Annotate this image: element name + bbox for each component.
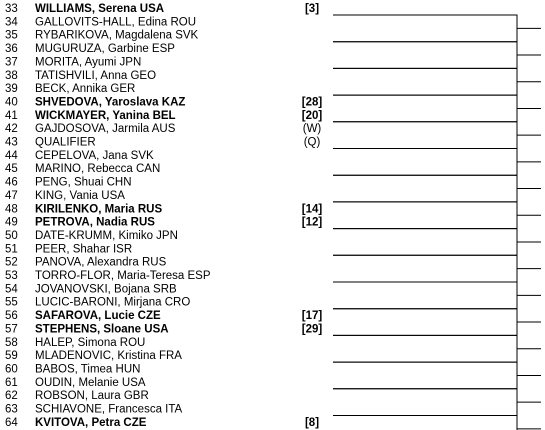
player-name: HALEP, Simona ROU — [35, 336, 146, 349]
player-name: GALLOVITS-HALL, Edina ROU — [35, 16, 197, 29]
draw-position-number: 35 — [5, 29, 18, 42]
player-name: MUGURUZA, Garbine ESP — [35, 43, 175, 56]
draw-position-number: 63 — [5, 403, 18, 416]
draw-position-number: 53 — [5, 270, 18, 282]
draw-position-number: 50 — [5, 229, 18, 242]
seed-entry-tag: (Q) — [303, 136, 321, 149]
draw-position-number: 40 — [5, 96, 18, 109]
player-name: PENG, Shuai CHN — [35, 176, 132, 189]
player-name: JOVANOVSKI, Bojana SRB — [35, 283, 177, 296]
draw-position-number: 42 — [5, 123, 18, 136]
draw-position-number: 48 — [5, 203, 18, 216]
bracket-match-line — [333, 335, 517, 362]
player-name: QUALIFIER — [35, 136, 96, 149]
player-name: KIRILENKO, Maria RUS — [35, 203, 163, 216]
bracket-match-line — [333, 282, 517, 309]
bracket-match-line — [333, 122, 517, 149]
bracket-match-line — [333, 15, 517, 42]
player-name: BECK, Annika GER — [35, 83, 136, 96]
player-name: SCHIAVONE, Francesca ITA — [35, 403, 183, 416]
draw-position-number: 46 — [5, 176, 18, 189]
seed-entry-tag: [12] — [301, 216, 323, 229]
bracket-match-line — [333, 255, 517, 282]
player-name: MLADENOVIC, Kristina FRA — [35, 350, 182, 363]
bracket-match-line — [333, 42, 517, 69]
draw-position-number: 58 — [5, 336, 18, 349]
player-name: PETROVA, Nadia RUS — [35, 216, 155, 229]
player-name: KVITOVA, Petra CZE — [35, 416, 147, 429]
draw-position-number: 38 — [5, 69, 18, 82]
draw-position-number: 34 — [5, 16, 18, 29]
seed-entry-tag: [20] — [301, 109, 323, 122]
player-name: LUCIC-BARONI, Mirjana CRO — [35, 296, 191, 309]
seed-entry-tag: (W) — [302, 123, 322, 136]
draw-position-number: 33 — [5, 3, 18, 15]
draw-position-number: 43 — [5, 136, 18, 149]
player-name: TORRO-FLOR, Maria-Teresa ESP — [35, 270, 211, 282]
bracket-match-line — [333, 309, 517, 336]
draw-position-number: 55 — [5, 296, 18, 309]
bracket-match-line — [333, 95, 517, 122]
seed-entry-tag: [3] — [304, 3, 320, 15]
draw-position-number: 37 — [5, 56, 18, 69]
draw-position-number: 57 — [5, 323, 18, 336]
bracket-match-line — [333, 416, 517, 430]
draw-position-number: 59 — [5, 350, 18, 363]
player-name: STEPHENS, Sloane USA — [35, 323, 169, 336]
draw-position-number: 49 — [5, 216, 18, 229]
seed-entry-tag: [28] — [301, 96, 323, 109]
draw-position-number: 64 — [5, 416, 18, 429]
bracket-match-line — [333, 229, 517, 256]
player-name: OUDIN, Melanie USA — [35, 376, 146, 389]
draw-position-number: 60 — [5, 363, 18, 376]
player-name: SAFAROVA, Lucie CZE — [35, 310, 161, 323]
player-name: CEPELOVA, Jana SVK — [35, 149, 154, 162]
draw-position-number: 47 — [5, 189, 18, 202]
player-name: DATE-KRUMM, Kimiko JPN — [35, 229, 178, 242]
seed-entry-tag: [14] — [301, 203, 323, 216]
player-name: MORITA, Ayumi JPN — [35, 56, 142, 69]
draw-position-number: 41 — [5, 109, 18, 122]
player-name: PANOVA, Alexandra RUS — [35, 256, 167, 269]
bracket-match-line — [333, 389, 517, 416]
draw-position-number: 39 — [5, 83, 18, 96]
seed-entry-tag: [29] — [301, 323, 323, 336]
seed-entry-tag: [17] — [301, 310, 323, 323]
draw-position-number: 45 — [5, 163, 18, 176]
player-name: WILLIAMS, Serena USA — [35, 3, 165, 15]
player-name: PEER, Shahar ISR — [35, 243, 133, 256]
draw-position-number: 56 — [5, 310, 18, 323]
bracket-match-line — [333, 149, 517, 176]
player-name: KING, Vania USA — [35, 189, 125, 202]
player-name: ROBSON, Laura GBR — [35, 390, 149, 403]
player-name: WICKMAYER, Yanina BEL — [35, 109, 176, 122]
bracket-match-line — [333, 362, 517, 389]
player-name: BABOS, Timea HUN — [35, 363, 141, 376]
player-name: MARINO, Rebecca CAN — [35, 163, 161, 176]
bracket-match-line — [333, 175, 517, 202]
draw-position-number: 52 — [5, 256, 18, 269]
player-name: GAJDOSOVA, Jarmila AUS — [35, 123, 176, 136]
bracket-match-line — [333, 68, 517, 95]
player-name: TATISHVILI, Anna GEO — [35, 69, 157, 82]
draw-position-number: 44 — [5, 149, 18, 162]
draw-position-number: 36 — [5, 43, 18, 56]
bracket-match-line — [333, 202, 517, 229]
player-name: SHVEDOVA, Yaroslava KAZ — [35, 96, 186, 109]
draw-position-number: 51 — [5, 243, 18, 256]
seed-entry-tag: [8] — [304, 416, 320, 429]
player-name: RYBARIKOVA, Magdalena SVK — [35, 29, 199, 42]
draw-position-number: 61 — [5, 376, 18, 389]
draw-position-number: 54 — [5, 283, 18, 296]
draw-position-number: 62 — [5, 390, 18, 403]
